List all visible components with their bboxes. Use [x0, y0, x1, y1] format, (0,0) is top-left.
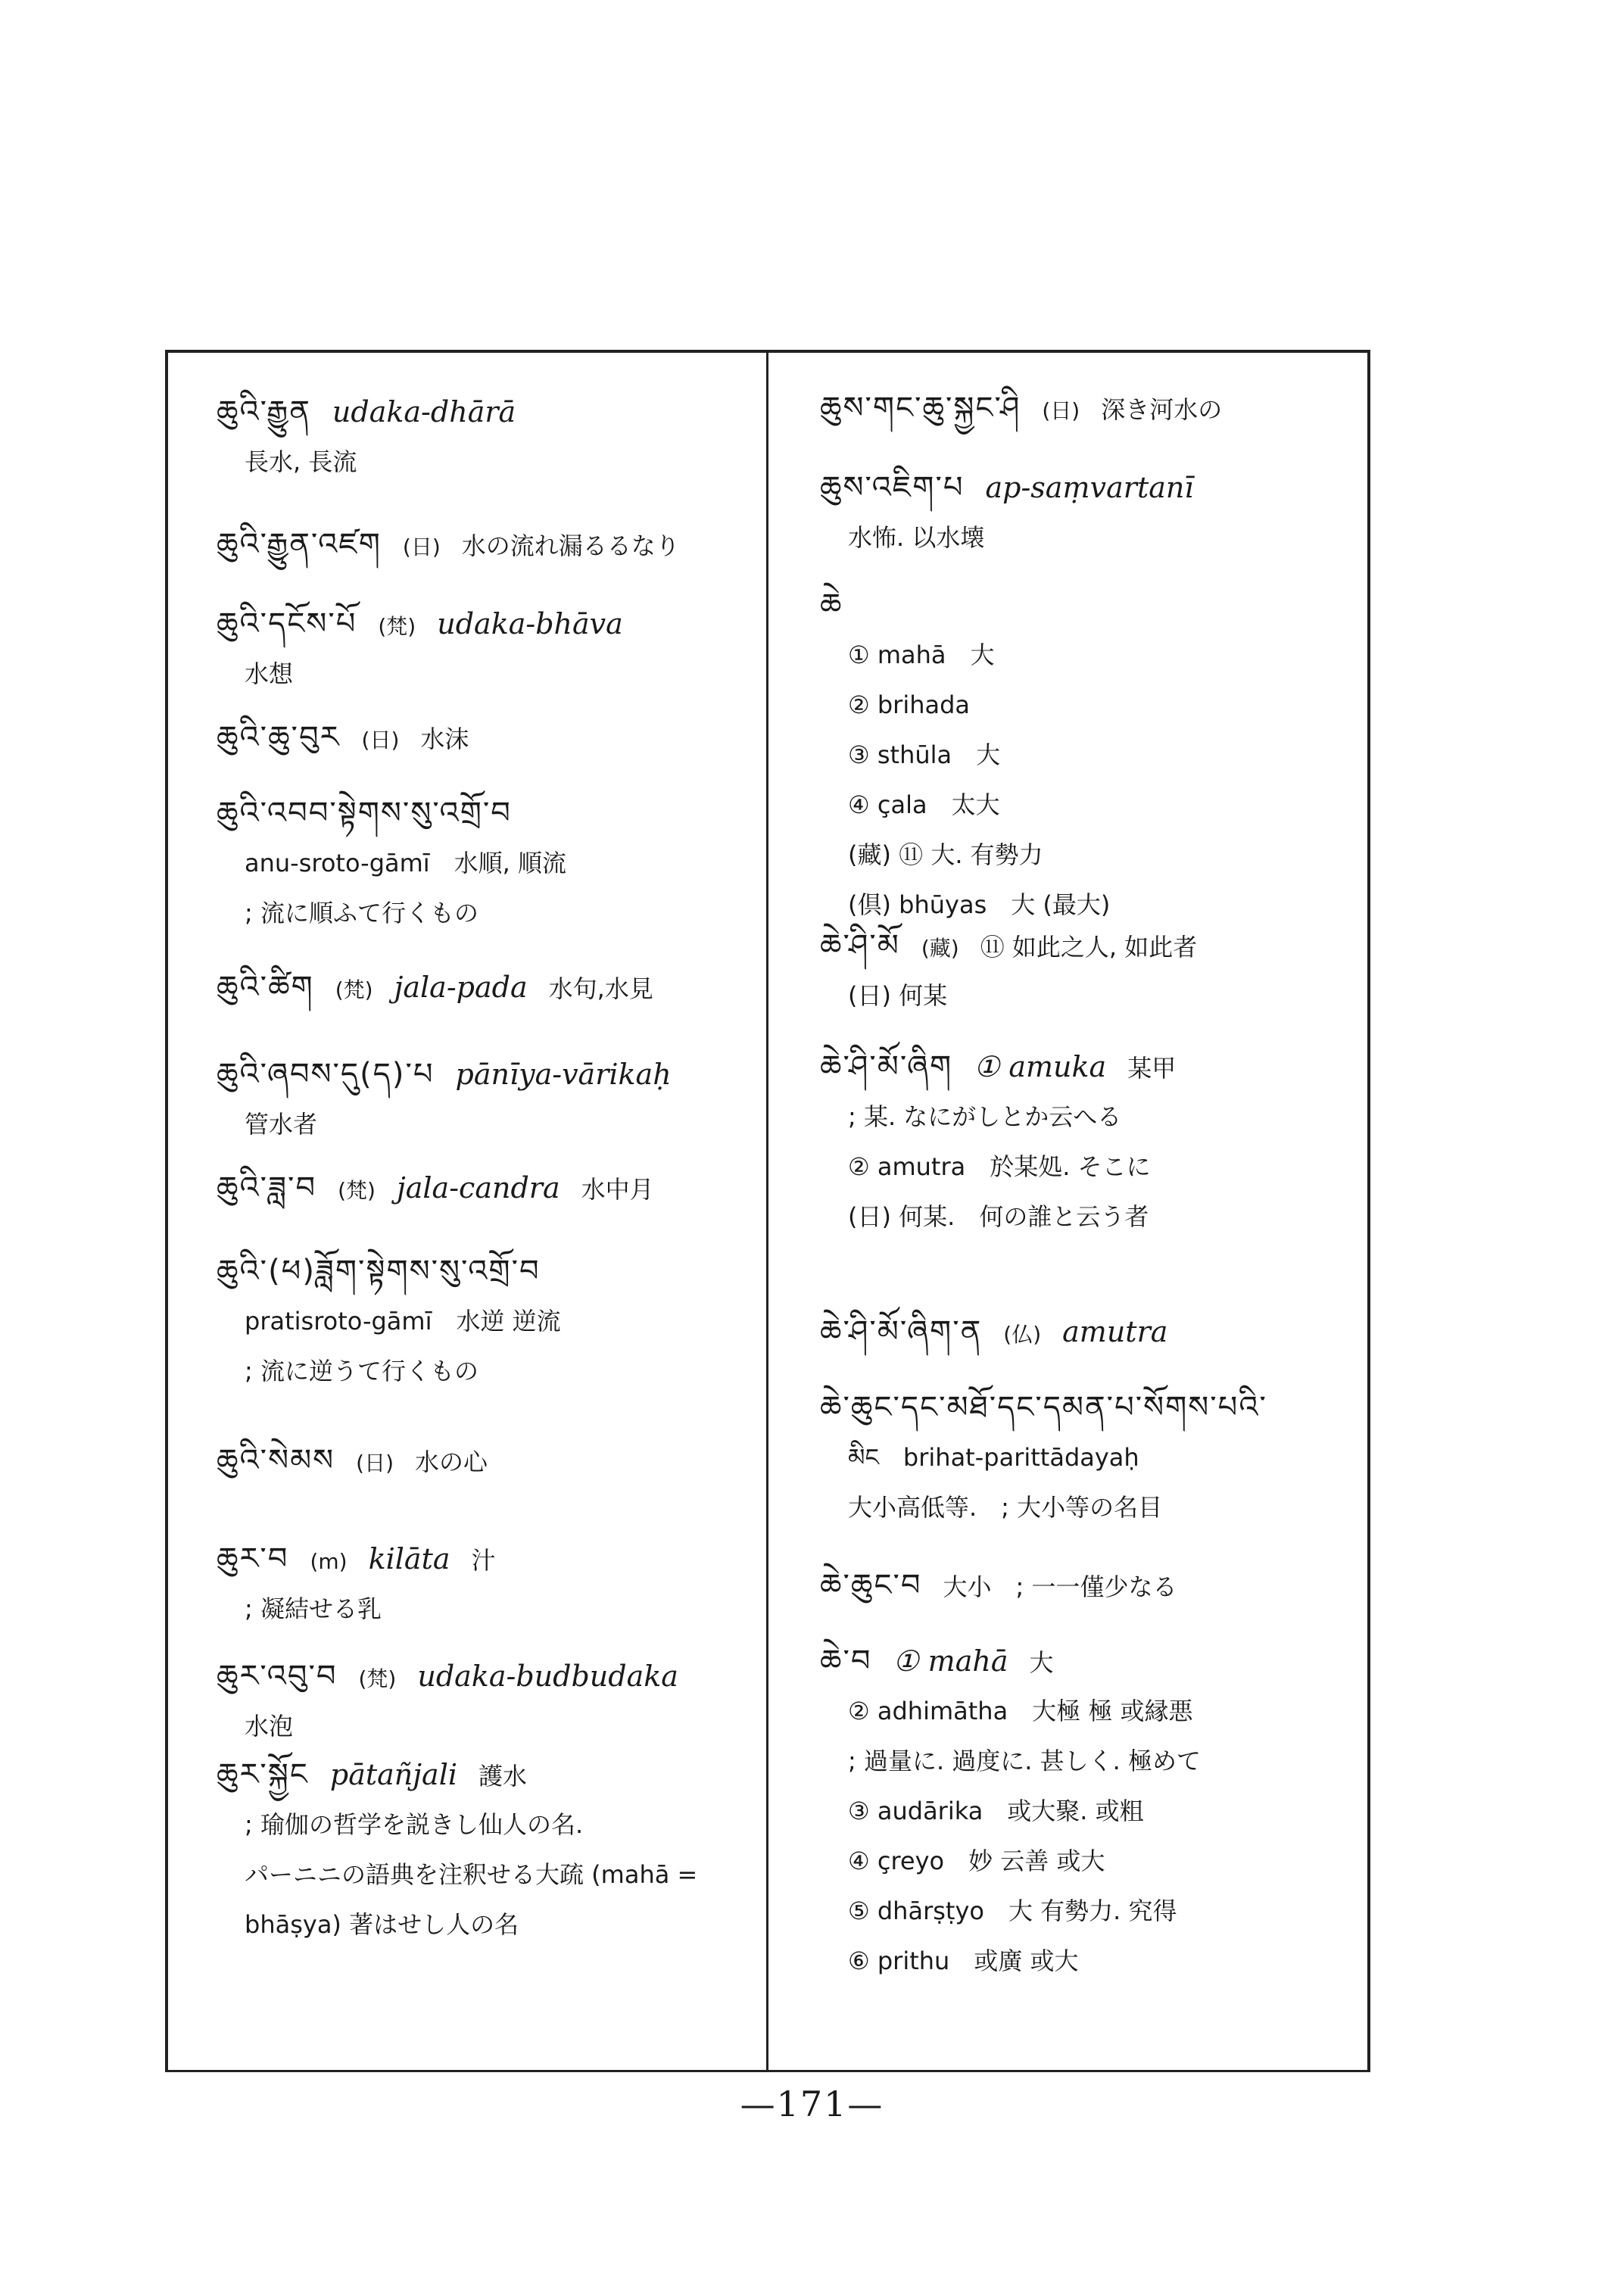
tibetan-headword: ཆེ་ཤི་མོ་ཞིག	[820, 1049, 953, 1084]
entry-headline	[195, 1171, 654, 1208]
gloss: ⑪ 如此之人, 如此者	[980, 933, 1198, 962]
entry-definition-line: མིང brihat-parittādayaḥ	[848, 1443, 1139, 1472]
tibetan-headword: ཆུར་སྐྱོང	[217, 1757, 309, 1792]
tibetan-headword: ཆེ་ཤི་མོ	[820, 928, 900, 963]
entry-headline	[799, 1569, 1177, 1604]
entry-definition-line: ① mahā 大	[848, 641, 995, 669]
entry-definition-line: ② adhimātha 大極 極 或縁悪	[848, 1697, 1193, 1725]
entry-definition-line: ⑥ prithu 或廣 或大	[848, 1946, 1079, 1975]
entry-headline	[195, 528, 680, 564]
gloss: 水中月	[581, 1175, 654, 1204]
grammar-tag: (仏)	[1003, 1322, 1042, 1347]
page-number: —171—	[740, 2084, 884, 2124]
entry-definition-line: (倶) bhūyas 大 (最大)	[848, 890, 1111, 919]
entry-definition-line: ③ sthūla 大	[848, 740, 1001, 769]
entry-headline	[195, 1542, 496, 1579]
grammar-tag: (日)	[356, 1451, 394, 1476]
tibetan-headword: ཆུའི་སེམས	[217, 1443, 335, 1478]
entry-headline	[799, 929, 1197, 965]
grammar-tag: (日)	[1042, 398, 1080, 423]
entry-definition-line: anu-sroto-gāmī 水順, 順流	[245, 849, 567, 877]
entry-headline	[195, 395, 516, 430]
entry-definition-line: ; 流に逆うて行くもの	[245, 1357, 478, 1385]
entry-headline	[799, 588, 843, 623]
entry-definition-line: (藏) ⑪ 大. 有勢力	[848, 840, 1043, 869]
tibetan-headword: ཆུས་འཇིག་པ	[820, 470, 965, 505]
entry-headline	[195, 971, 653, 1007]
entry-definition-line: ② brihada	[848, 690, 971, 719]
entry-definition-line: ; 凝結せる乳	[245, 1594, 382, 1623]
entry-definition-line: (日) 何某	[848, 981, 948, 1010]
entry-definition-line: 水怖. 以水壊	[848, 523, 985, 552]
grammar-tag: (梵)	[378, 614, 416, 639]
tibetan-headword: ཆེ་བ	[820, 1644, 872, 1678]
romanization: kilāta	[368, 1542, 450, 1576]
tibetan-headword: ཆུའི་རྒྱུན	[217, 394, 311, 429]
entry-headline	[799, 1644, 1054, 1679]
tibetan-headword: ཆུའི་ཟླ་བ	[217, 1170, 317, 1205]
entry-definition-line: 水泡	[245, 1712, 294, 1741]
tibetan-headword: ཆེ	[820, 588, 843, 622]
romanization: udaka-budbudaka	[417, 1660, 678, 1693]
entry-definition-line: ⑤ dhārṣṭyo 大 有勢力. 究得	[848, 1897, 1177, 1925]
entry-definition-line: ; 某. なにがしとか云へる	[848, 1102, 1122, 1131]
grammar-tag: (m)	[310, 1549, 348, 1574]
romanization: ap-saṃvartanī	[985, 471, 1194, 504]
gloss: 水の心	[415, 1448, 488, 1476]
entry-headline	[195, 1058, 672, 1092]
romanization: udaka-dhārā	[332, 395, 516, 429]
gloss: 護水	[478, 1762, 528, 1791]
entry-definition-line: bhāṣya) 著はせし人の名	[245, 1910, 519, 1939]
entry-definition-line: ④ çreyo 妙 云善 或大	[848, 1847, 1105, 1875]
romanization: jala-pada	[394, 971, 528, 1004]
tibetan-headword: ཆུའི་འབབ་སྟེགས་སུ་འགྲོ་བ	[217, 796, 512, 831]
tibetan-headword: ཆེ་ཤི་མོ་ཞིག་ན	[820, 1314, 983, 1349]
entry-definition-line: pratisroto-gāmī 水逆 逆流	[245, 1307, 561, 1336]
gloss: 汁	[471, 1546, 496, 1575]
grammar-tag: (日)	[361, 728, 400, 753]
romanization: udaka-bhāva	[437, 607, 623, 641]
entry-definition-line: 大小高低等. ; 大小等の名目	[848, 1493, 1163, 1522]
grammar-tag: (日)	[402, 535, 441, 559]
entry-definition-line: ; 流に順ふて行くもの	[245, 899, 478, 927]
entry-headline	[195, 721, 469, 757]
entry-headline	[195, 607, 623, 644]
tibetan-headword: ཆུའི་ཞབས་དུ(ད)་པ	[217, 1057, 435, 1092]
entry-definition-line: ② amutra 於某処. そこに	[848, 1152, 1151, 1181]
tibetan-headword: ཆུས་གང་ཆུ་སྐྱང་ཤི	[820, 391, 1021, 425]
entry-definition-line: (日) 何某. 何の誰と云う者	[848, 1202, 1149, 1231]
romanization: pātañjali	[329, 1758, 458, 1791]
gloss: 深き河水の	[1101, 395, 1223, 424]
gloss: 大	[1029, 1648, 1054, 1677]
romanization: ① amuka	[974, 1050, 1107, 1083]
entry-definition-line: ; 瑜伽の哲学を説きし仙人の名.	[245, 1810, 584, 1839]
tibetan-headword: ཆུའི་དངོས་པོ	[217, 606, 357, 641]
romanization: jala-candra	[396, 1171, 560, 1205]
tibetan-headword: ཆེ་ཆུང་བ	[820, 1568, 922, 1603]
entry-definition-line: 水想	[245, 659, 294, 688]
entry-headline	[195, 1758, 527, 1793]
entry-headline	[195, 796, 512, 831]
gloss: 水沫	[420, 725, 469, 753]
entry-headline	[195, 1255, 541, 1289]
entry-headline	[195, 1660, 678, 1696]
tibetan-headword: ཆེ་ཆུང་དང་མཐོ་དང་དམན་པ་སོགས་པའི་	[820, 1390, 1267, 1425]
grammar-tag: (梵)	[335, 977, 373, 1002]
romanization: amutra	[1062, 1315, 1168, 1348]
entry-definition-line: 長水, 長流	[245, 447, 357, 476]
entry-definition-line: ③ audārika 或大聚. 或粗	[848, 1797, 1144, 1825]
gloss: 水の流れ漏るるなり	[461, 531, 680, 560]
gloss: 某甲	[1127, 1054, 1177, 1083]
tibetan-headword: ཆུའི་རྒྱུན་འཛག	[217, 527, 382, 562]
column-divider	[766, 350, 768, 2072]
romanization: pānīya-vārikaḥ	[455, 1058, 672, 1091]
entry-definition-line: 管水者	[245, 1110, 318, 1139]
romanization: ① mahā	[893, 1644, 1008, 1678]
tibetan-headword: ཆུར་འབུ་བ	[217, 1659, 338, 1694]
grammar-tag: (藏)	[921, 936, 959, 961]
entry-headline	[799, 471, 1194, 506]
entry-headline	[195, 1444, 488, 1480]
entry-headline	[799, 1050, 1176, 1085]
tibetan-headword: ཆུའི་ཚིག	[217, 970, 314, 1005]
entry-definition-line: ; 過量に. 過度に. 甚しく. 極めて	[848, 1747, 1201, 1775]
entry-headline	[799, 391, 1222, 428]
entry-headline	[799, 1391, 1267, 1426]
grammar-tag: (梵)	[338, 1178, 376, 1203]
entry-headline	[799, 1315, 1167, 1351]
tibetan-headword: ཆུར་བ	[217, 1541, 289, 1576]
entry-definition-line: ④ çala 太大	[848, 790, 1000, 819]
entry-definition-line: パーニニの語典を注釈せる大疏 (mahā =	[245, 1860, 698, 1889]
tibetan-headword: ཆུའི་ཆུ་བུར	[217, 720, 341, 755]
gloss: 水句,水見	[548, 974, 653, 1003]
gloss: 大小 ; 一一僅少なる	[943, 1572, 1177, 1601]
tibetan-headword: ཆུའི་(ཕ)ཟློག་སྟེགས་སུ་འགྲོ་བ	[217, 1254, 541, 1289]
grammar-tag: (梵)	[358, 1666, 397, 1691]
